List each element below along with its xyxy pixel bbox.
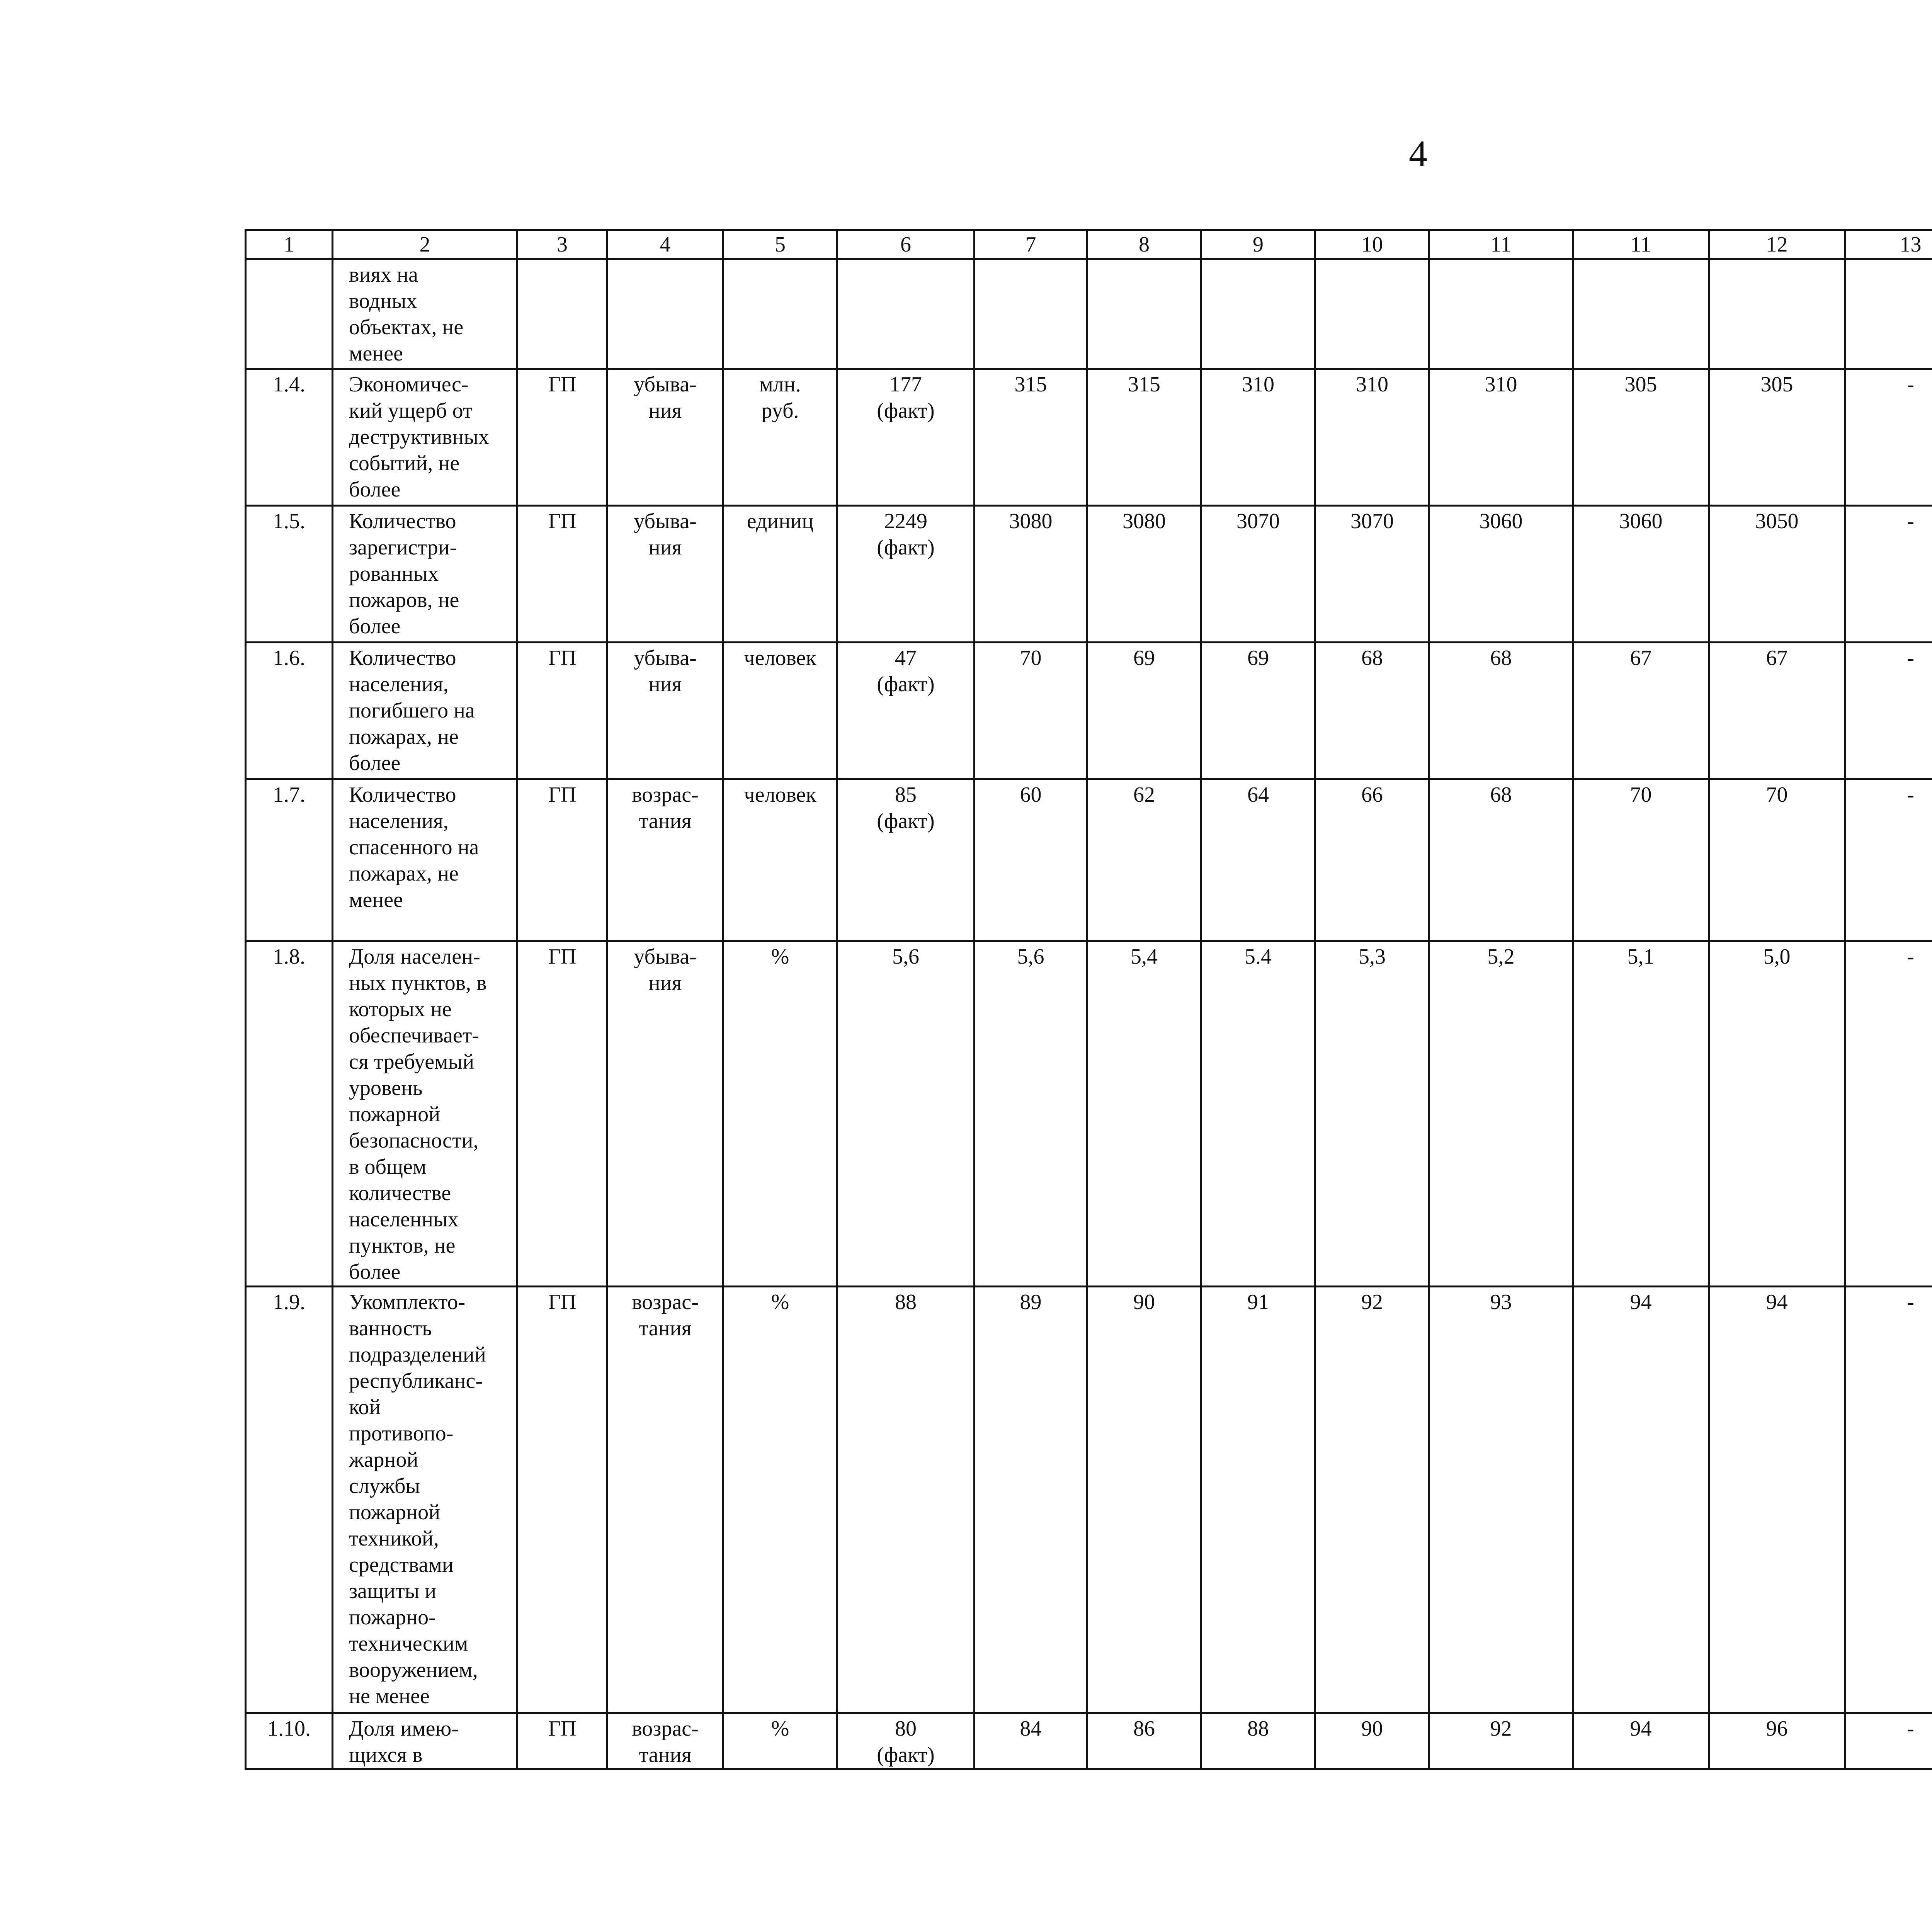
indicator-name-cell: Количество зарегистри- рованных пожаров, не более <box>333 506 517 643</box>
value-cell: 86 <box>1087 1713 1201 1769</box>
value-cell: - <box>1845 643 1932 779</box>
row-number-cell: 1.10. <box>246 1713 333 1769</box>
value-cell: - <box>1845 369 1932 506</box>
value-cell: 69 <box>1087 643 1201 779</box>
indicator-name-cell: Экономичес- кий ущерб от деструктивных событий, не более <box>333 369 517 506</box>
value-cell: 315 <box>1087 369 1201 506</box>
value-cell: 93 <box>1429 1287 1573 1713</box>
value-cell: 62 <box>1087 779 1201 941</box>
row-number-cell: 1.8. <box>246 941 333 1287</box>
value-cell: 60 <box>975 779 1087 941</box>
unit-cell <box>723 259 837 369</box>
indicator-name-cell: Количество населения, спасенного на пожарах, не менее <box>333 779 517 941</box>
value-cell: 3060 <box>1573 506 1709 643</box>
value-cell: 94 <box>1573 1713 1709 1769</box>
value-cell <box>1709 259 1845 369</box>
base-value-cell: 47 (факт) <box>837 643 975 779</box>
row-number-cell <box>246 259 333 369</box>
row-number-cell: 1.5. <box>246 506 333 643</box>
row-number-cell: 1.7. <box>246 779 333 941</box>
value-cell: 94 <box>1573 1287 1709 1713</box>
unit-cell: млн. руб. <box>723 369 837 506</box>
value-cell <box>1087 259 1201 369</box>
value-cell: 315 <box>975 369 1087 506</box>
value-cell: - <box>1845 1287 1932 1713</box>
value-cell: - <box>1845 506 1932 643</box>
source-cell: ГП <box>517 1287 607 1713</box>
value-cell: 3050 <box>1709 506 1845 643</box>
base-value-cell: 177 (факт) <box>837 369 975 506</box>
value-cell: 5,6 <box>975 941 1087 1287</box>
source-cell: ГП <box>517 506 607 643</box>
value-cell <box>1201 259 1315 369</box>
base-value-cell: 85 (факт) <box>837 779 975 941</box>
table-row <box>246 369 1932 506</box>
trend-cell: возрас- тания <box>607 779 723 941</box>
value-cell: 3070 <box>1315 506 1429 643</box>
value-cell: 89 <box>975 1287 1087 1713</box>
value-cell <box>1573 259 1709 369</box>
value-cell: 305 <box>1709 369 1845 506</box>
header-cell: 13 <box>1845 230 1932 259</box>
trend-cell: возрас- тания <box>607 1287 723 1713</box>
value-cell: 92 <box>1315 1287 1429 1713</box>
value-cell: 68 <box>1429 643 1573 779</box>
source-cell: ГП <box>517 1713 607 1769</box>
trend-cell: возрас- тания <box>607 1713 723 1769</box>
source-cell <box>517 259 607 369</box>
table-row <box>246 941 1932 1287</box>
value-cell <box>975 259 1087 369</box>
value-cell: 92 <box>1429 1713 1573 1769</box>
value-cell: 3080 <box>975 506 1087 643</box>
indicator-name-cell: Доля населен- ных пунктов, в которых не обеспечивает- ся требуемый уровень пожарной безопасности, в общем количестве населенных пунктов, не более <box>333 941 517 1287</box>
trend-cell: убыва- ния <box>607 369 723 506</box>
header-cell: 3 <box>517 230 607 259</box>
base-value-cell: 80 (факт) <box>837 1713 975 1769</box>
header-cell: 12 <box>1709 230 1845 259</box>
source-cell: ГП <box>517 643 607 779</box>
unit-cell: единиц <box>723 506 837 643</box>
header-cell: 1 <box>246 230 333 259</box>
unit-cell: % <box>723 941 837 1287</box>
value-cell: 67 <box>1709 643 1845 779</box>
header-cell: 7 <box>975 230 1087 259</box>
value-cell: 96 <box>1709 1713 1845 1769</box>
value-cell: 84 <box>975 1713 1087 1769</box>
value-cell: 305 <box>1573 369 1709 506</box>
value-cell: 70 <box>1709 779 1845 941</box>
table-row <box>246 506 1932 643</box>
table-row <box>246 1713 1932 1769</box>
unit-cell: человек <box>723 779 837 941</box>
base-value-cell: 2249 (факт) <box>837 506 975 643</box>
indicator-name-cell: Доля имею- щихся в <box>333 1713 517 1769</box>
value-cell: 66 <box>1315 779 1429 941</box>
value-cell: 310 <box>1315 369 1429 506</box>
base-value-cell: 5,6 <box>837 941 975 1287</box>
value-cell: 5,0 <box>1709 941 1845 1287</box>
value-cell: 5,1 <box>1573 941 1709 1287</box>
indicator-name-cell: Укомплекто- ванность подразделений республиканс- кой противопо- жарной службы пожарной техникой, средствами защиты и пожарно- техническим вооружением, не менее <box>333 1287 517 1713</box>
table-body <box>246 230 1932 1769</box>
header-cell: 10 <box>1315 230 1429 259</box>
source-cell: ГП <box>517 779 607 941</box>
value-cell: 64 <box>1201 779 1315 941</box>
header-cell: 11 <box>1429 230 1573 259</box>
header-cell: 5 <box>723 230 837 259</box>
page-number: 4 <box>1409 133 1427 174</box>
header-cell: 8 <box>1087 230 1201 259</box>
value-cell: - <box>1845 779 1932 941</box>
value-cell: 94 <box>1709 1287 1845 1713</box>
row-number-cell: 1.9. <box>246 1287 333 1713</box>
base-value-cell: 88 <box>837 1287 975 1713</box>
unit-cell: % <box>723 1713 837 1769</box>
value-cell: 69 <box>1201 643 1315 779</box>
value-cell: 88 <box>1201 1713 1315 1769</box>
value-cell: 310 <box>1201 369 1315 506</box>
header-cell: 6 <box>837 230 975 259</box>
value-cell <box>1315 259 1429 369</box>
value-cell: 5,3 <box>1315 941 1429 1287</box>
table-row <box>246 1287 1932 1713</box>
value-cell <box>1429 259 1573 369</box>
unit-cell: человек <box>723 643 837 779</box>
value-cell: 3080 <box>1087 506 1201 643</box>
value-cell: 70 <box>1573 779 1709 941</box>
value-cell <box>1845 259 1932 369</box>
trend-cell <box>607 259 723 369</box>
table-row <box>246 779 1932 941</box>
table-row <box>246 643 1932 779</box>
value-cell: 5,4 <box>1087 941 1201 1287</box>
indicator-name-cell: Количество населения, погибшего на пожарах, не более <box>333 643 517 779</box>
row-number-cell: 1.4. <box>246 369 333 506</box>
value-cell: 3060 <box>1429 506 1573 643</box>
value-cell: 70 <box>975 643 1087 779</box>
value-cell: - <box>1845 941 1932 1287</box>
header-cell: 9 <box>1201 230 1315 259</box>
value-cell: 5,2 <box>1429 941 1573 1287</box>
source-cell: ГП <box>517 369 607 506</box>
value-cell: 68 <box>1429 779 1573 941</box>
value-cell: 310 <box>1429 369 1573 506</box>
value-cell: 91 <box>1201 1287 1315 1713</box>
value-cell: - <box>1845 1713 1932 1769</box>
unit-cell: % <box>723 1287 837 1713</box>
value-cell: 3070 <box>1201 506 1315 643</box>
trend-cell: убыва- ния <box>607 643 723 779</box>
trend-cell: убыва- ния <box>607 941 723 1287</box>
table-row <box>246 259 1932 369</box>
header-cell: 11 <box>1573 230 1709 259</box>
base-value-cell <box>837 259 975 369</box>
row-number-cell: 1.6. <box>246 643 333 779</box>
column-number-header-row <box>246 230 1932 259</box>
header-cell: 4 <box>607 230 723 259</box>
value-cell: 90 <box>1315 1713 1429 1769</box>
indicators-table <box>245 229 1932 1770</box>
value-cell: 68 <box>1315 643 1429 779</box>
indicator-name-cell: виях на водных объектах, не менее <box>333 259 517 369</box>
value-cell: 5.4 <box>1201 941 1315 1287</box>
value-cell: 90 <box>1087 1287 1201 1713</box>
value-cell: 67 <box>1573 643 1709 779</box>
trend-cell: убыва- ния <box>607 506 723 643</box>
header-cell: 2 <box>333 230 517 259</box>
source-cell: ГП <box>517 941 607 1287</box>
